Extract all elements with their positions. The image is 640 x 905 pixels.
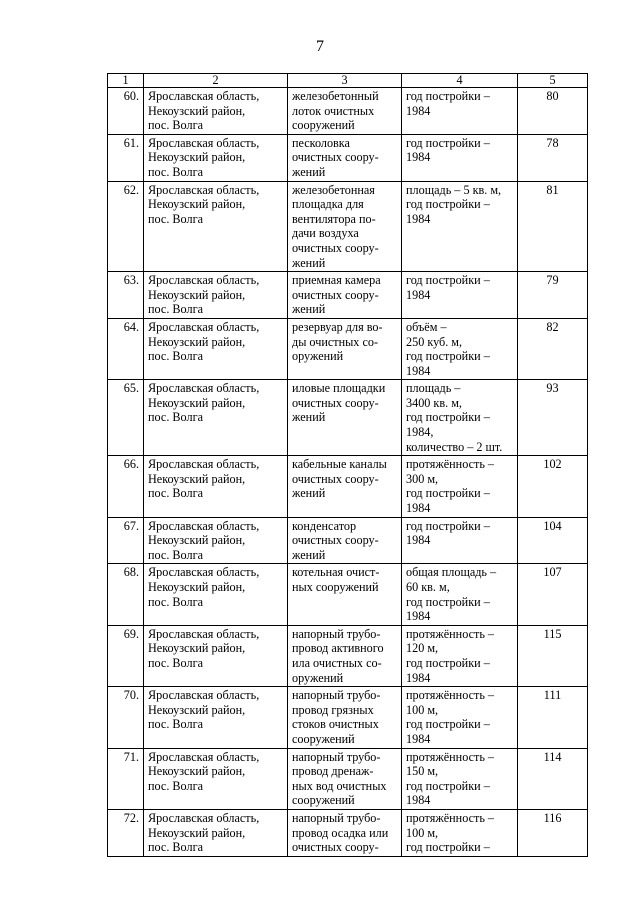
address-line: Ярославская область, xyxy=(148,626,260,641)
row-number: 61. xyxy=(108,134,144,181)
row-object-name xyxy=(288,181,402,272)
table-row xyxy=(108,318,588,379)
row-value: 78 xyxy=(518,134,588,181)
table-row xyxy=(108,809,588,856)
details-line: 150 м, xyxy=(406,764,439,779)
row-number: 60. xyxy=(108,88,144,135)
details-line: 100 м, xyxy=(406,825,439,840)
row-value: 79 xyxy=(518,272,588,319)
name-line: кабельные каналы xyxy=(292,457,387,472)
details-line: 1984 xyxy=(406,533,431,548)
row-number: 69. xyxy=(108,625,144,686)
row-details xyxy=(402,181,518,272)
details-line: 1984 xyxy=(406,150,431,165)
header-col-5: 5 xyxy=(518,74,588,88)
row-address xyxy=(144,380,288,456)
row-address xyxy=(144,564,288,625)
name-line: очистных соору- xyxy=(292,240,379,255)
table-row xyxy=(108,748,588,809)
table-row xyxy=(108,88,588,135)
details-line: количество – 2 шт. xyxy=(406,439,503,454)
address-line: Ярославская область, xyxy=(148,135,260,150)
row-object-name xyxy=(288,88,402,135)
row-object-name xyxy=(288,625,402,686)
name-line: стоков очистных xyxy=(292,717,379,732)
row-address xyxy=(144,456,288,517)
name-line: жений xyxy=(292,255,326,270)
address-line: Некоузский район, xyxy=(148,103,246,118)
header-col-4: 4 xyxy=(402,74,518,88)
address-line: Некоузский район, xyxy=(148,471,246,486)
address-line: пос. Волга xyxy=(148,547,203,562)
name-line: иловые площадки xyxy=(292,381,386,396)
row-number: 71. xyxy=(108,748,144,809)
table-row xyxy=(108,687,588,748)
details-line: год постройки – xyxy=(406,89,490,103)
row-address xyxy=(144,517,288,564)
details-line: 100 м, xyxy=(406,702,439,717)
details-line: протяжённость – xyxy=(406,810,495,825)
header-col-1: 1 xyxy=(108,74,144,88)
name-line: сооружений xyxy=(292,118,355,133)
details-line: год постройки – xyxy=(406,135,490,150)
name-line: котельная очист- xyxy=(292,565,380,580)
name-line: очистных соору- xyxy=(292,533,379,548)
name-line: сооружений xyxy=(292,731,355,746)
row-address xyxy=(144,318,288,379)
address-line: Некоузский район, xyxy=(148,641,246,656)
row-value: 111 xyxy=(518,687,588,748)
row-value: 80 xyxy=(518,88,588,135)
table-row xyxy=(108,625,588,686)
row-number: 66. xyxy=(108,456,144,517)
row-value: 115 xyxy=(518,625,588,686)
address-line: Ярославская область, xyxy=(148,457,260,472)
name-line: напорный трубо- xyxy=(292,749,381,764)
row-value: 114 xyxy=(518,748,588,809)
row-details xyxy=(402,456,518,517)
address-line: Некоузский район, xyxy=(148,825,246,840)
details-line: 120 м, xyxy=(406,641,439,656)
row-object-name xyxy=(288,564,402,625)
details-line: год постройки – xyxy=(406,410,490,425)
row-object-name xyxy=(288,517,402,564)
details-line: протяжённость – xyxy=(406,749,495,764)
name-line: жений xyxy=(292,547,326,562)
table-row xyxy=(108,456,588,517)
details-line: год постройки – xyxy=(406,840,490,855)
name-line: конденсатор xyxy=(292,518,357,533)
row-number: 67. xyxy=(108,517,144,564)
row-details xyxy=(402,318,518,379)
address-line: Ярославская область, xyxy=(148,688,260,703)
address-line: пос. Волга xyxy=(148,211,203,226)
details-line: 60 кв. м, xyxy=(406,580,450,594)
row-number: 72. xyxy=(108,809,144,856)
name-line: очистных соору- xyxy=(292,840,379,855)
details-line: 1984, xyxy=(406,425,434,440)
details-line: год постройки – xyxy=(406,778,490,793)
details-line: 3400 кв. м, xyxy=(406,395,462,410)
details-line: общая площадь – xyxy=(406,565,497,580)
details-line: протяжённость – xyxy=(406,457,495,472)
name-line: провод дренаж- xyxy=(292,764,374,779)
address-line: Ярославская область, xyxy=(148,518,260,533)
name-line: оружений xyxy=(292,670,344,685)
name-line: провод грязных xyxy=(292,702,374,717)
address-line: пос. Волга xyxy=(148,410,203,425)
page-number: 7 xyxy=(316,38,324,55)
row-address xyxy=(144,809,288,856)
details-line: 1984 xyxy=(406,363,431,378)
row-object-name xyxy=(288,809,402,856)
address-line: пос. Волга xyxy=(148,486,203,501)
address-line: Ярославская область, xyxy=(148,182,260,197)
address-line: Ярославская область, xyxy=(148,749,260,764)
details-line: протяжённость – xyxy=(406,626,495,641)
address-line: Некоузский район, xyxy=(148,764,246,779)
header-col-3: 3 xyxy=(288,74,402,88)
address-line: Некоузский район, xyxy=(148,150,246,165)
row-details xyxy=(402,625,518,686)
details-line: протяжённость – xyxy=(406,688,495,703)
name-line: площадка для xyxy=(292,197,364,212)
name-line: очистных соору- xyxy=(292,395,379,410)
address-line: пос. Волга xyxy=(148,164,203,179)
details-line: объём – xyxy=(406,319,447,334)
table-body xyxy=(108,88,588,857)
name-line: очистных соору- xyxy=(292,471,379,486)
address-line: пос. Волга xyxy=(148,118,203,133)
header-row xyxy=(108,74,588,88)
address-line: Ярославская область, xyxy=(148,319,260,334)
name-line: железобетонная xyxy=(292,182,375,197)
name-line: напорный трубо- xyxy=(292,626,381,641)
address-line: Некоузский район, xyxy=(148,580,246,594)
row-value: 93 xyxy=(518,380,588,456)
details-line: 1984 xyxy=(406,211,431,226)
address-line: Некоузский район, xyxy=(148,287,246,302)
row-object-name xyxy=(288,318,402,379)
name-line: ила очистных со- xyxy=(292,655,382,670)
row-address xyxy=(144,687,288,748)
details-line: 300 м, xyxy=(406,471,439,486)
details-line: 1984 xyxy=(406,609,431,624)
name-line: очистных соору- xyxy=(292,287,379,302)
row-details xyxy=(402,564,518,625)
address-line: пос. Волга xyxy=(148,778,203,793)
name-line: жений xyxy=(292,302,326,317)
row-details xyxy=(402,134,518,181)
name-line: оружений xyxy=(292,349,344,364)
details-line: год постройки – xyxy=(406,197,490,212)
details-line: 1984 xyxy=(406,103,431,118)
name-line: дачи воздуха xyxy=(292,226,359,241)
row-object-name xyxy=(288,456,402,517)
row-number: 62. xyxy=(108,181,144,272)
address-line: Ярославская область, xyxy=(148,89,260,103)
address-line: пос. Волга xyxy=(148,594,203,609)
name-line: жений xyxy=(292,410,326,425)
details-line: год постройки – xyxy=(406,594,490,609)
row-object-name xyxy=(288,380,402,456)
name-line: резервуар для во- xyxy=(292,319,383,334)
row-details xyxy=(402,748,518,809)
table-row xyxy=(108,380,588,456)
row-value: 104 xyxy=(518,517,588,564)
name-line: ных сооружений xyxy=(292,580,379,594)
row-address xyxy=(144,625,288,686)
details-line: 1984 xyxy=(406,287,431,302)
name-line: ды очистных со- xyxy=(292,334,379,349)
row-value: 82 xyxy=(518,318,588,379)
details-line: год постройки – xyxy=(406,518,490,533)
row-address xyxy=(144,272,288,319)
row-details xyxy=(402,517,518,564)
row-number: 64. xyxy=(108,318,144,379)
name-line: ных вод очистных xyxy=(292,778,387,793)
address-line: Ярославская область, xyxy=(148,381,260,396)
address-line: Некоузский район, xyxy=(148,395,246,410)
address-line: пос. Волга xyxy=(148,717,203,732)
table-row xyxy=(108,564,588,625)
details-line: год постройки – xyxy=(406,349,490,364)
row-number: 70. xyxy=(108,687,144,748)
address-line: Некоузский район, xyxy=(148,533,246,548)
table-row xyxy=(108,517,588,564)
row-object-name xyxy=(288,272,402,319)
name-line: очистных соору- xyxy=(292,150,379,165)
name-line: приемная камера xyxy=(292,273,381,288)
row-details xyxy=(402,88,518,135)
name-line: напорный трубо- xyxy=(292,810,381,825)
row-number: 65. xyxy=(108,380,144,456)
details-line: год постройки – xyxy=(406,486,490,501)
header-col-2: 2 xyxy=(144,74,288,88)
address-line: пос. Волга xyxy=(148,349,203,364)
name-line: лоток очистных xyxy=(292,103,375,118)
property-table xyxy=(107,73,588,857)
address-line: Некоузский район, xyxy=(148,334,246,349)
table-row xyxy=(108,134,588,181)
row-value: 116 xyxy=(518,809,588,856)
row-details xyxy=(402,809,518,856)
details-line: площадь – 5 кв. м, xyxy=(406,182,502,197)
details-line: год постройки – xyxy=(406,273,490,288)
name-line: песколовка xyxy=(292,135,350,150)
address-line: пос. Волга xyxy=(148,302,203,317)
address-line: пос. Волга xyxy=(148,840,203,855)
row-number: 63. xyxy=(108,272,144,319)
row-details xyxy=(402,687,518,748)
row-number: 68. xyxy=(108,564,144,625)
address-line: Ярославская область, xyxy=(148,810,260,825)
row-address xyxy=(144,88,288,135)
name-line: жений xyxy=(292,164,326,179)
row-object-name xyxy=(288,687,402,748)
details-line: 1984 xyxy=(406,793,431,808)
row-address xyxy=(144,181,288,272)
name-line: железобетонный xyxy=(292,89,379,103)
name-line: напорный трубо- xyxy=(292,688,381,703)
row-value: 81 xyxy=(518,181,588,272)
address-line: Ярославская область, xyxy=(148,565,260,580)
name-line: провод активного xyxy=(292,641,384,656)
address-line: пос. Волга xyxy=(148,655,203,670)
details-line: 1984 xyxy=(406,670,431,685)
details-line: 250 куб. м, xyxy=(406,334,463,349)
address-line: Ярославская область, xyxy=(148,273,260,288)
row-value: 107 xyxy=(518,564,588,625)
name-line: сооружений xyxy=(292,793,355,808)
details-line: год постройки – xyxy=(406,717,490,732)
details-line: 1984 xyxy=(406,501,431,516)
details-line: 1984 xyxy=(406,731,431,746)
row-address xyxy=(144,134,288,181)
details-line: площадь – xyxy=(406,381,461,396)
row-object-name xyxy=(288,134,402,181)
row-value: 102 xyxy=(518,456,588,517)
row-details xyxy=(402,272,518,319)
address-line: Некоузский район, xyxy=(148,197,246,212)
row-address xyxy=(144,748,288,809)
row-details xyxy=(402,380,518,456)
address-line: Некоузский район, xyxy=(148,702,246,717)
name-line: провод осадка или xyxy=(292,825,389,840)
table-row xyxy=(108,181,588,272)
row-object-name xyxy=(288,748,402,809)
name-line: жений xyxy=(292,486,326,501)
details-line: год постройки – xyxy=(406,655,490,670)
table-row xyxy=(108,272,588,319)
name-line: вентилятора по- xyxy=(292,211,376,226)
